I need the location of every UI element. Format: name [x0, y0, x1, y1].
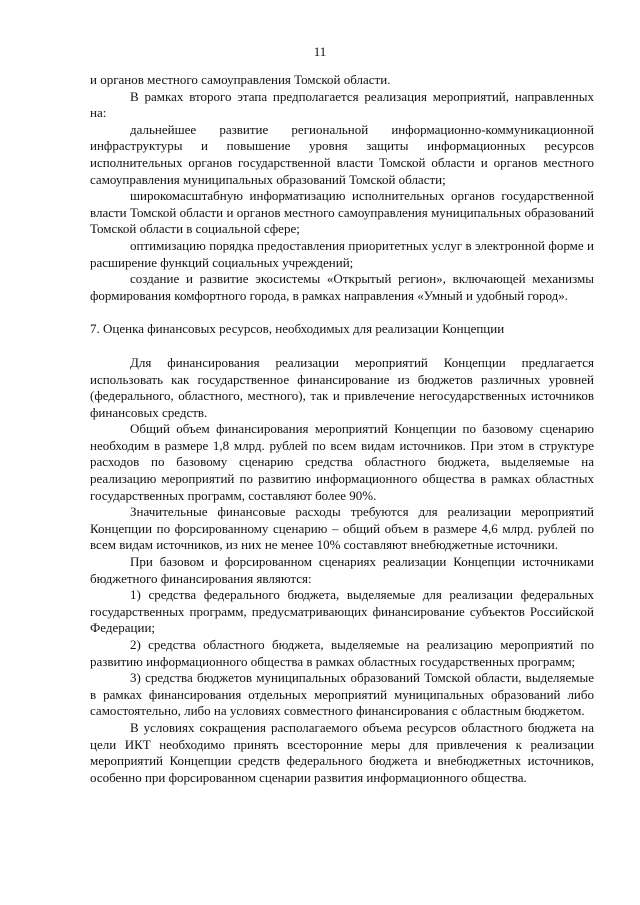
paragraph: Значительные финансовые расходы требуются для реализации мероприятий Концепции по форсированному сценарию – общий объем в размере 4,6 млрд. рублей по всем видам источников, из них не менее 10% составляют внебюджетные источники.: [90, 504, 594, 553]
list-item: 2) средства областного бюджета, выделяемые на реализацию мероприятий по развитию информационного общества в рамках областных государственных программ;: [90, 637, 594, 669]
paragraph: дальнейшее развитие региональной информационно-коммуникационной инфраструктуры и повышение уровня защиты информационных ресурсов исполнительных органов государственной власти Томской области и органов местного самоуправления муниципальных образований Томской области;: [90, 121, 594, 187]
list-item: 1) средства федерального бюджета, выделяемые для реализации федеральных государственных программ, предусматривающих финансирование субъектов Российской Федерации;: [90, 587, 594, 636]
paragraph: широкомасштабную информатизацию исполнительных органов государственной власти Томской области и органов местного самоуправления муниципальных образований Томской области в социальной сфере;: [90, 188, 594, 237]
paragraphs-bottom: [90, 355, 594, 786]
paragraph: создание и развитие экосистемы «Открытый регион», включающей механизмы формирования комфортного города, в рамках направления «Умный и удобный город».: [90, 271, 594, 303]
page-number: 11: [313, 44, 327, 59]
paragraph: При базовом и форсированном сценариях реализации Концепции источниками бюджетного финансирования являются:: [90, 554, 594, 586]
paragraphs-top: [90, 72, 594, 304]
section-heading: 7. Оценка финансовых ресурсов, необходимых для реализации Концепции: [90, 321, 505, 337]
paragraph: В условиях сокращения располагаемого объема ресурсов областного бюджета на цели ИКТ необходимо принять всесторонние меры для привлечения к реализации мероприятий Концепции средств федерального бюджета и внебюджетных источников, особенно при форсированном сценарии развития информационного общества.: [90, 719, 594, 785]
document-body: [90, 72, 594, 786]
paragraph: Для финансирования реализации мероприятий Концепции предлагается использовать как государственное финансирование из бюджетов различных уровней (федерального, областного, местного), так и привлечение негосударственных источников финансовых средств.: [90, 354, 594, 420]
paragraph: В рамках второго этапа предполагается реализация мероприятий, направленных на:: [90, 88, 594, 121]
list-item: 3) средства бюджетов муниципальных образований Томской области, выделяемые в рамках финансирования отдельных мероприятий муниципальных образований либо самостоятельно, либо на условиях совместного финансирования с областным бюджетом.: [90, 670, 594, 719]
paragraph: Общий объем финансирования мероприятий Концепции по базовому сценарию необходим в размере 1,8 млрд. рублей по всем видам источников. При этом в структуре расходов по базовому сценарию средства областного бюджета, выделяемые на реализацию мероприятий по развитию информационного общества в рамках областных государственных программ, составляют более 90%.: [90, 421, 594, 503]
paragraph: и органов местного самоуправления Томской области.: [90, 72, 391, 87]
paragraph: оптимизацию порядка предоставления приоритетных услуг в электронной форме и расширение функций социальных учреждений;: [90, 237, 594, 270]
